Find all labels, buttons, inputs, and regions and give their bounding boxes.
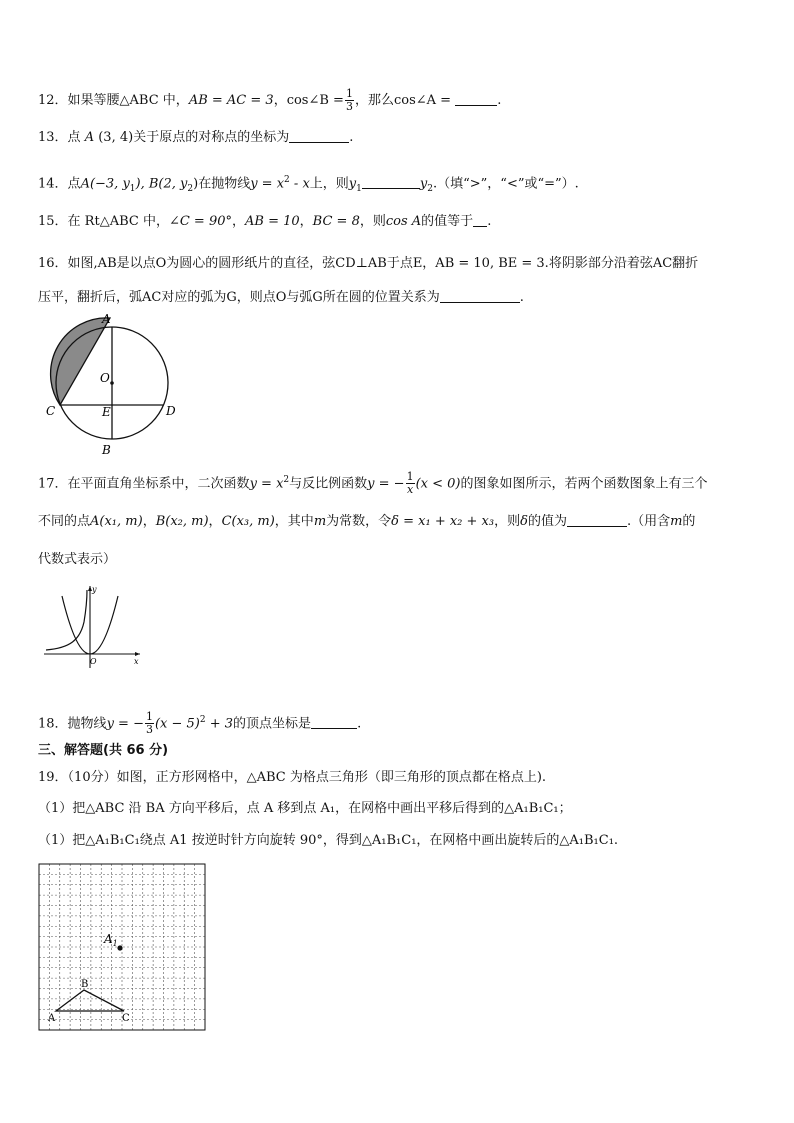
answer-blank[interactable] [289,128,349,143]
label-b: B [102,443,111,457]
label-a1: $A_1$ [104,932,118,948]
triangle-abc [56,990,124,1011]
grid-figure [38,863,208,1033]
label-a: A [102,312,111,326]
origin-label: O [90,657,97,666]
fraction-one-third: $\frac{1}{3}$ [145,710,153,737]
label-e: E [102,405,111,419]
label-c: C [122,1013,130,1024]
answer-blank[interactable] [567,512,627,527]
question-18: 18．抛物线y = − $\frac{1}{3}$ $(x - 5)^2 + 3$的顶点坐标是 . [38,710,362,737]
function-graph [40,582,150,672]
x-axis-label: x [134,657,139,666]
question-17-line-2: 不同的点A(x₁, m)，B(x₂, m)，C(x₃, m)，其中m为常数，令δ = x₁ + x₂ + x₃，则δ的值为 .（用含m的 [38,514,696,529]
label-c: C [46,404,56,418]
answer-blank[interactable] [455,91,497,106]
answer-blank[interactable] [440,288,520,303]
center-point [110,381,114,385]
section-title: 三、解答题(共 66 分) [38,743,169,758]
y-axis-label: y [92,585,97,594]
fraction-one-third: $\frac{1}{3}$ [345,87,353,113]
hyperbola-curve [46,590,87,650]
label-o: O [100,371,110,385]
question-17-line-3: 代数式表示） [38,552,117,567]
q12-number: 12． [38,93,68,108]
question-12: 12．如果等腰△ABC 中，AB = AC = 3，cos∠B = $\frac{1}{3}$ ，那么cos∠A = . [38,87,502,113]
question-15: 15．在 Rt△ABC 中，∠C = 90°，AB = 10，BC = 8，则cos A的值等于 . [38,214,492,229]
label-a: A [48,1013,56,1024]
label-d: D [166,404,176,418]
answer-blank[interactable] [362,174,420,189]
question-17-line-1: 17．在平面直角坐标系中，二次函数$y = x^2$与反比例函数y = − $\frac{1}{x}$ (x < 0)的图象如图所示，若两个函数图象上有三个 [38,470,708,497]
question-16-line-1: 16．如图,AB是以点O为圆心的圆形纸片的直径，弦CD⊥AB于点E，AB = 10, BE = 3.将阴影部分沿着弦AC翻折 [38,256,699,271]
point-a1 [117,945,122,950]
question-14: 14．点A(−3, $y_1$), B(2, $y_2$)在抛物线$y = x^2 - x$上，则$y_1$ $y_2$.（填“>”，“<”或“=”）. [38,175,579,194]
question-19-part-1: （1）把△ABC 沿 BA 方向平移后，点 A 移到点 A₁，在网格中画出平移后得到的△A₁B₁C₁； [38,801,572,816]
shaded-region [51,318,110,405]
label-b: B [81,979,89,990]
question-16-line-2: 压平，翻折后，弧AC对应的弧为G，则点O与弧G所在圆的位置关系为 . [38,290,524,305]
x-axis-arrow [135,652,140,656]
question-13: 13．点 A (3, 4)关于原点的对称点的坐标为 . [38,130,354,145]
question-19-heading: 19．（10分）如图，正方形网格中，△ABC 为格点三角形（即三角形的顶点都在格点上). [38,770,547,785]
circle-figure [40,310,180,458]
fraction-one-over-x: $\frac{1}{x}$ [406,470,414,497]
question-19-part-2: （1）把△A₁B₁C₁绕点 A1 按逆时针方向旋转 90°，得到△A₁B₁C₁，在网格中画出旋转后的△A₁B₁C₁. [38,833,619,848]
answer-blank[interactable] [473,212,487,227]
answer-blank[interactable] [311,714,357,729]
